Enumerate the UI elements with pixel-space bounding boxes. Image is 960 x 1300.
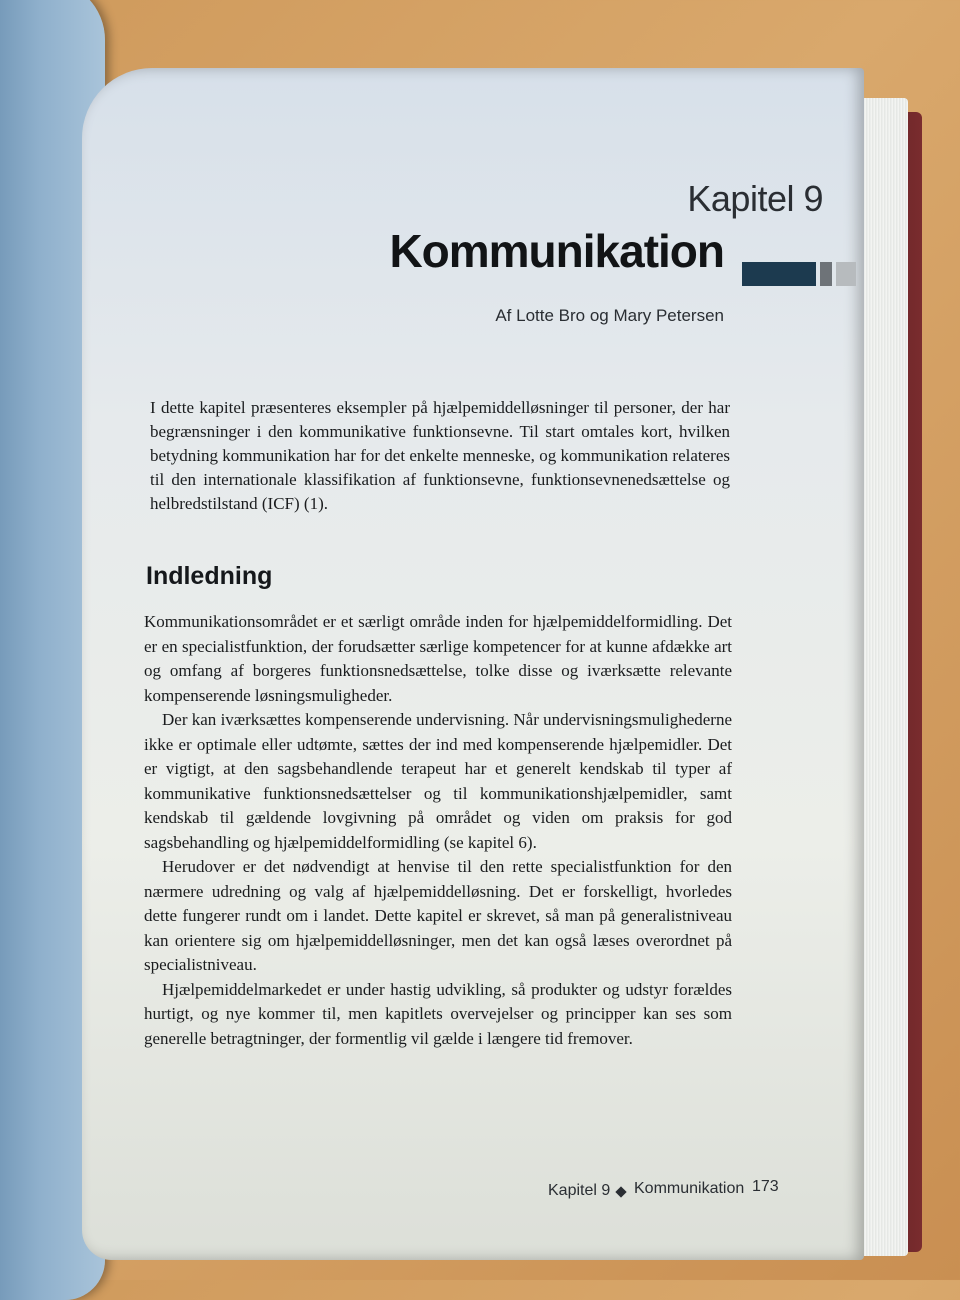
footer-chapter: Kapitel 9 [548, 1182, 611, 1199]
body-paragraph: Der kan iværksættes kompenserende undervisning. Når undervisningsmulighederne ikke er optimale eller udtømte, sættes der ind med kompenserende hjælpemidler. Det er vigtigt, at den sagsbehandlende terapeut har et generelt kendskab til typer af kommunikative funktionsnedsættelser og til kommunikationshjælpemidler, samt kendskab til gældende lovgivning på området og viden om praksis for god sagsbehandling og hjælpemiddelformidling (se kapitel 6). [144, 710, 732, 852]
title-accent-bar-mid [820, 262, 832, 286]
intro-paragraph: I dette kapitel præsenteres eksempler på hjælpemiddelløsninger til personer, der har begrænsninger i den kommunikative funktionsevne. Til start omtales kort, hvilken betydning kommunikation har for det enkelte menneske, og kommunikation relateres til den internationale klassifikation af funktionsevne, funktionsevnenedsættelse og helbredstilstand (ICF) (1). [150, 398, 730, 513]
body-paragraph: Herudover er det nødvendigt at henvise til den rette specialistfunktion for den nærmere udredning og valg af hjælpemiddelløsning. Det er forskelligt, hvorledes dette fungerer rundt om i landet. Dette kapitel er skrevet, så man på generalistniveau kan orientere sig om hjælpemiddelløsninger, men det kan også læses overordnet på specialistniveau. [144, 857, 732, 974]
chapter-title: Kommunikation [389, 225, 724, 277]
chapter-authors: Af Lotte Bro og Mary Petersen [495, 306, 724, 325]
body-paragraph: Kommunikationsområdet er et særligt område inden for hjælpemiddelformidling. Det er en specialistfunktion, der forudsætter særlige kompetencer for at kunne afdække art og omfang af borgeres funktionsnedsættelse, tolke disse og iværksætte relevante kompenserende løsningsmuligheder. [144, 612, 732, 705]
title-accent-bar-dark [742, 262, 816, 286]
chapter-label: Kapitel 9 [687, 178, 823, 219]
section-heading: Indledning [146, 562, 273, 590]
title-accent-bar-light [836, 262, 856, 286]
body-paragraph: Hjælpemiddelmarkedet er under hastig udvikling, så produkter og udstyr forældes hurtigt, og nye kommer til, men kapitlets overvejelser og principper kan ses som generelle betragtninger, der formentlig vil gælde i længere tid fremover. [144, 979, 732, 1048]
page-number: 173 [752, 1178, 779, 1195]
section-body [144, 610, 732, 1051]
footer-title: Kommunikation [634, 1180, 745, 1197]
